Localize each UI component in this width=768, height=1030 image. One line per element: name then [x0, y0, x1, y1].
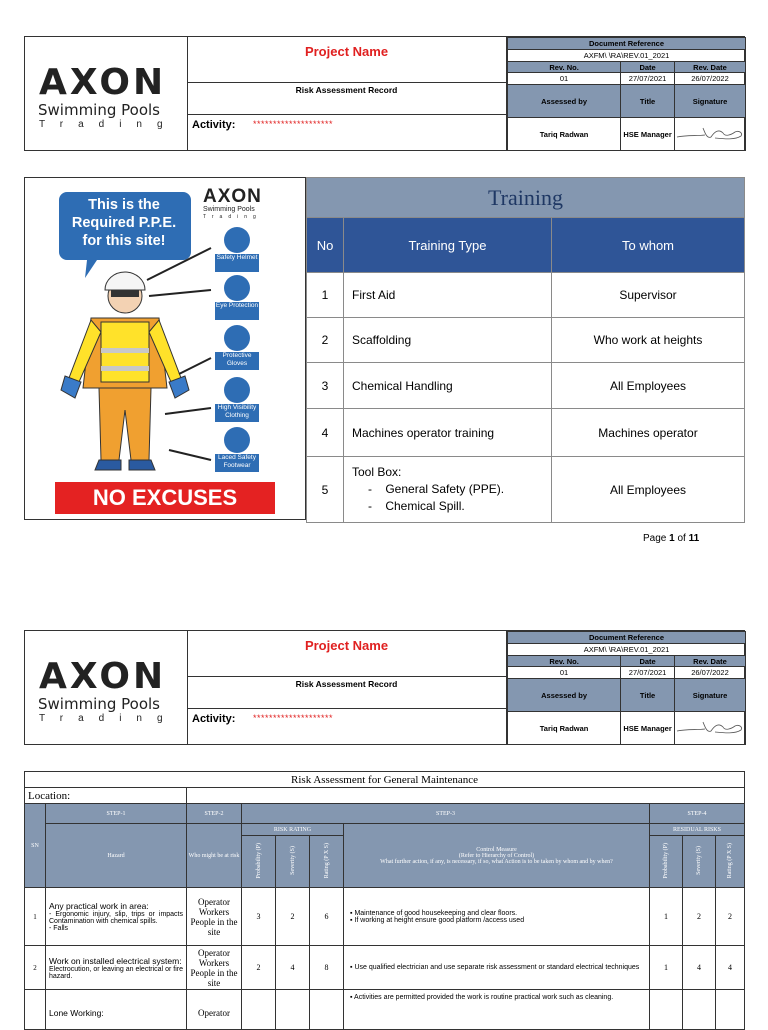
doc-ref-label: Document Reference: [508, 632, 746, 644]
risk-controls: ▪ Activities are permitted provided the work is routine practical work such as cleaning.: [344, 990, 650, 1030]
training-no: 3: [307, 363, 344, 409]
risk-who: Operator: [187, 990, 242, 1030]
risk-assessment-table: [24, 771, 745, 1030]
rating-header: Rating (P X S): [310, 836, 344, 888]
residual-sev: 4: [683, 946, 716, 990]
risk-hazard: Any practical work in area: - Ergonomic injury, slip, trips or impacts Contamination with chemical spills. - Falls: [46, 888, 187, 946]
training-type: Tool Box:: [352, 465, 402, 479]
training-whom: Who work at heights: [552, 318, 745, 363]
training-row: [307, 409, 745, 457]
training-no: 1: [307, 273, 344, 318]
risk-hazard: Work on installed electrical system: Electrocution, or leaving an electrical or fire hazard.: [46, 946, 187, 990]
training-subitem: - General Safety (PPE).: [368, 482, 505, 496]
assessed-by: Tariq Radwan: [508, 118, 621, 151]
control-header: Control Measure (Refer to Hierarchy of Control) What further action, if any, is necessary, if so, what Action is to be taken by whom and by when?: [344, 824, 650, 888]
location-value: [187, 788, 745, 804]
training-row: [307, 318, 745, 363]
date-label: Date: [621, 656, 675, 667]
training-no: 5: [307, 457, 344, 523]
sev-header: Severity (S): [276, 836, 310, 888]
doc-ref-value: AXFM\ \RA\REV.01_2021: [508, 644, 746, 656]
record-title: Risk Assessment Record: [187, 676, 506, 709]
date: 27/07/2021: [621, 73, 675, 85]
signature-image: [675, 118, 746, 151]
activity-value: ********************: [253, 119, 334, 129]
step2-header: STEP-2: [187, 804, 242, 824]
assessor-title: HSE Manager: [621, 712, 675, 745]
assessed-by: Tariq Radwan: [508, 712, 621, 745]
logo-trading: Trading: [39, 119, 178, 130]
training-header-no: No: [307, 218, 344, 273]
res-sev-header: Severity (S): [683, 836, 716, 888]
who-header: Who might be at risk: [187, 824, 242, 888]
training-whom: Supervisor: [552, 273, 745, 318]
logo-axon-text: AXON: [39, 62, 167, 103]
signature-image: [675, 712, 746, 745]
risk-sn: 2: [25, 946, 46, 990]
risk-prob: 3: [242, 888, 276, 946]
risk-sev: 4: [276, 946, 310, 990]
risk-controls: ▪ Maintenance of good housekeeping and clear floors. ▪ If working at height ensure good platform /access used: [344, 888, 650, 946]
header-middle: [187, 37, 506, 150]
document-header: [24, 630, 745, 745]
risk-rating-header: RISK RATING: [242, 824, 344, 836]
training-whom: All Employees: [552, 457, 745, 523]
rev-no-label: Rev. No.: [508, 656, 621, 667]
logo-subtitle: Swimming Pools: [38, 101, 160, 119]
risk-rating: 6: [310, 888, 344, 946]
header-middle: [187, 631, 506, 744]
rev-no: 01: [508, 73, 621, 85]
training-row: [307, 273, 745, 318]
title-label: Title: [621, 85, 675, 118]
assessed-by-label: Assessed by: [508, 679, 621, 712]
activity-label: Activity:: [192, 119, 236, 131]
rev-date-label: Rev. Date: [675, 62, 746, 73]
step3-header: STEP-3: [242, 804, 650, 824]
risk-prob: 2: [242, 946, 276, 990]
risk-hazard: Lone Working:: [46, 990, 187, 1030]
res-rating-header: Rating (P X S): [716, 836, 745, 888]
residual-prob: 1: [650, 888, 683, 946]
risk-sev: 2: [276, 888, 310, 946]
training-header-whom: To whom: [552, 218, 745, 273]
company-logo: [25, 37, 188, 150]
header-reference: [506, 37, 746, 150]
activity-label: Activity:: [192, 713, 236, 725]
training-table: [306, 177, 745, 523]
rev-no-label: Rev. No.: [508, 62, 621, 73]
project-name: Project Name: [187, 37, 506, 83]
sn-header: SN: [25, 804, 46, 888]
risk-row: [25, 946, 745, 990]
doc-ref-label: Document Reference: [508, 38, 746, 50]
training-whom: All Employees: [552, 363, 745, 409]
assessor-title: HSE Manager: [621, 118, 675, 151]
poster-brand-trading: Trading: [203, 214, 262, 220]
activity-value: ********************: [253, 713, 334, 723]
assessed-by-label: Assessed by: [508, 85, 621, 118]
residual-rating: 2: [716, 888, 745, 946]
poster-brand-sub: Swimming Pools: [203, 206, 255, 213]
ppe-item-gloves: Protective Gloves: [222, 352, 252, 367]
logo-trading: Trading: [39, 713, 178, 724]
ppe-item-eye: Eye Protection: [215, 302, 259, 309]
prob-header: Probability (P): [242, 836, 276, 888]
risk-controls: ▪ Use qualified electrician and use separate risk assessment or standard electrical techniques: [344, 946, 650, 990]
signature-label: Signature: [675, 679, 746, 712]
step1-header: STEP-1: [46, 804, 187, 824]
document-header: [24, 36, 745, 151]
risk-who: Operator Workers People in the site: [187, 888, 242, 946]
residual-prob: 1: [650, 946, 683, 990]
rev-date: 26/07/2022: [675, 667, 746, 679]
step4-header: STEP-4: [650, 804, 745, 824]
residual-rating: 4: [716, 946, 745, 990]
poster-brand: AXON: [203, 186, 262, 207]
hazard-header: Hazard: [46, 824, 187, 888]
training-type: First Aid: [344, 273, 552, 318]
location-label: Location:: [25, 788, 187, 804]
training-type: Chemical Handling: [344, 363, 552, 409]
record-title: Risk Assessment Record: [187, 82, 506, 115]
ppe-item-hivis: High Visibility Clothing: [217, 404, 257, 419]
ppe-item-footwear: Laced Safety Footwear: [218, 454, 256, 469]
logo-axon-text: AXON: [39, 656, 167, 697]
res-prob-header: Probability (P): [650, 836, 683, 888]
poster-banner: NO EXCUSES: [92, 485, 238, 510]
training-subitem: - Chemical Spill.: [368, 499, 465, 513]
risk-row: [25, 888, 745, 946]
ppe-poster: [24, 177, 306, 520]
risk-title: Risk Assessment for General Maintenance: [25, 772, 745, 788]
rev-date: 26/07/2022: [675, 73, 746, 85]
company-logo: [25, 631, 188, 744]
rev-date-label: Rev. Date: [675, 656, 746, 667]
date-label: Date: [621, 62, 675, 73]
doc-ref-value: AXFM\ \RA\REV.01_2021: [508, 50, 746, 62]
header-reference: [506, 631, 746, 744]
training-type-toolbox: [344, 457, 552, 523]
training-row: [307, 457, 745, 523]
residual-header: RESIDUAL RISKS: [650, 824, 745, 836]
project-name: Project Name: [187, 631, 506, 677]
training-type: Scaffolding: [344, 318, 552, 363]
residual-sev: 2: [683, 888, 716, 946]
risk-who: Operator Workers People in the site: [187, 946, 242, 990]
risk-sn: 1: [25, 888, 46, 946]
page-number: Page 1 of 11: [643, 533, 700, 544]
training-no: 4: [307, 409, 344, 457]
date: 27/07/2021: [621, 667, 675, 679]
logo-subtitle: Swimming Pools: [38, 695, 160, 713]
training-type: Machines operator training: [344, 409, 552, 457]
title-label: Title: [621, 679, 675, 712]
training-title: Training: [307, 178, 745, 218]
training-header-type: Training Type: [344, 218, 552, 273]
poster-bubble-text: This is the Required P.P.E. for this site!: [71, 197, 177, 249]
training-row: [307, 363, 745, 409]
training-no: 2: [307, 318, 344, 363]
training-whom: Machines operator: [552, 409, 745, 457]
signature-label: Signature: [675, 85, 746, 118]
ppe-item-helmet: Safety Helmet: [216, 254, 258, 261]
risk-rating: 8: [310, 946, 344, 990]
rev-no: 01: [508, 667, 621, 679]
